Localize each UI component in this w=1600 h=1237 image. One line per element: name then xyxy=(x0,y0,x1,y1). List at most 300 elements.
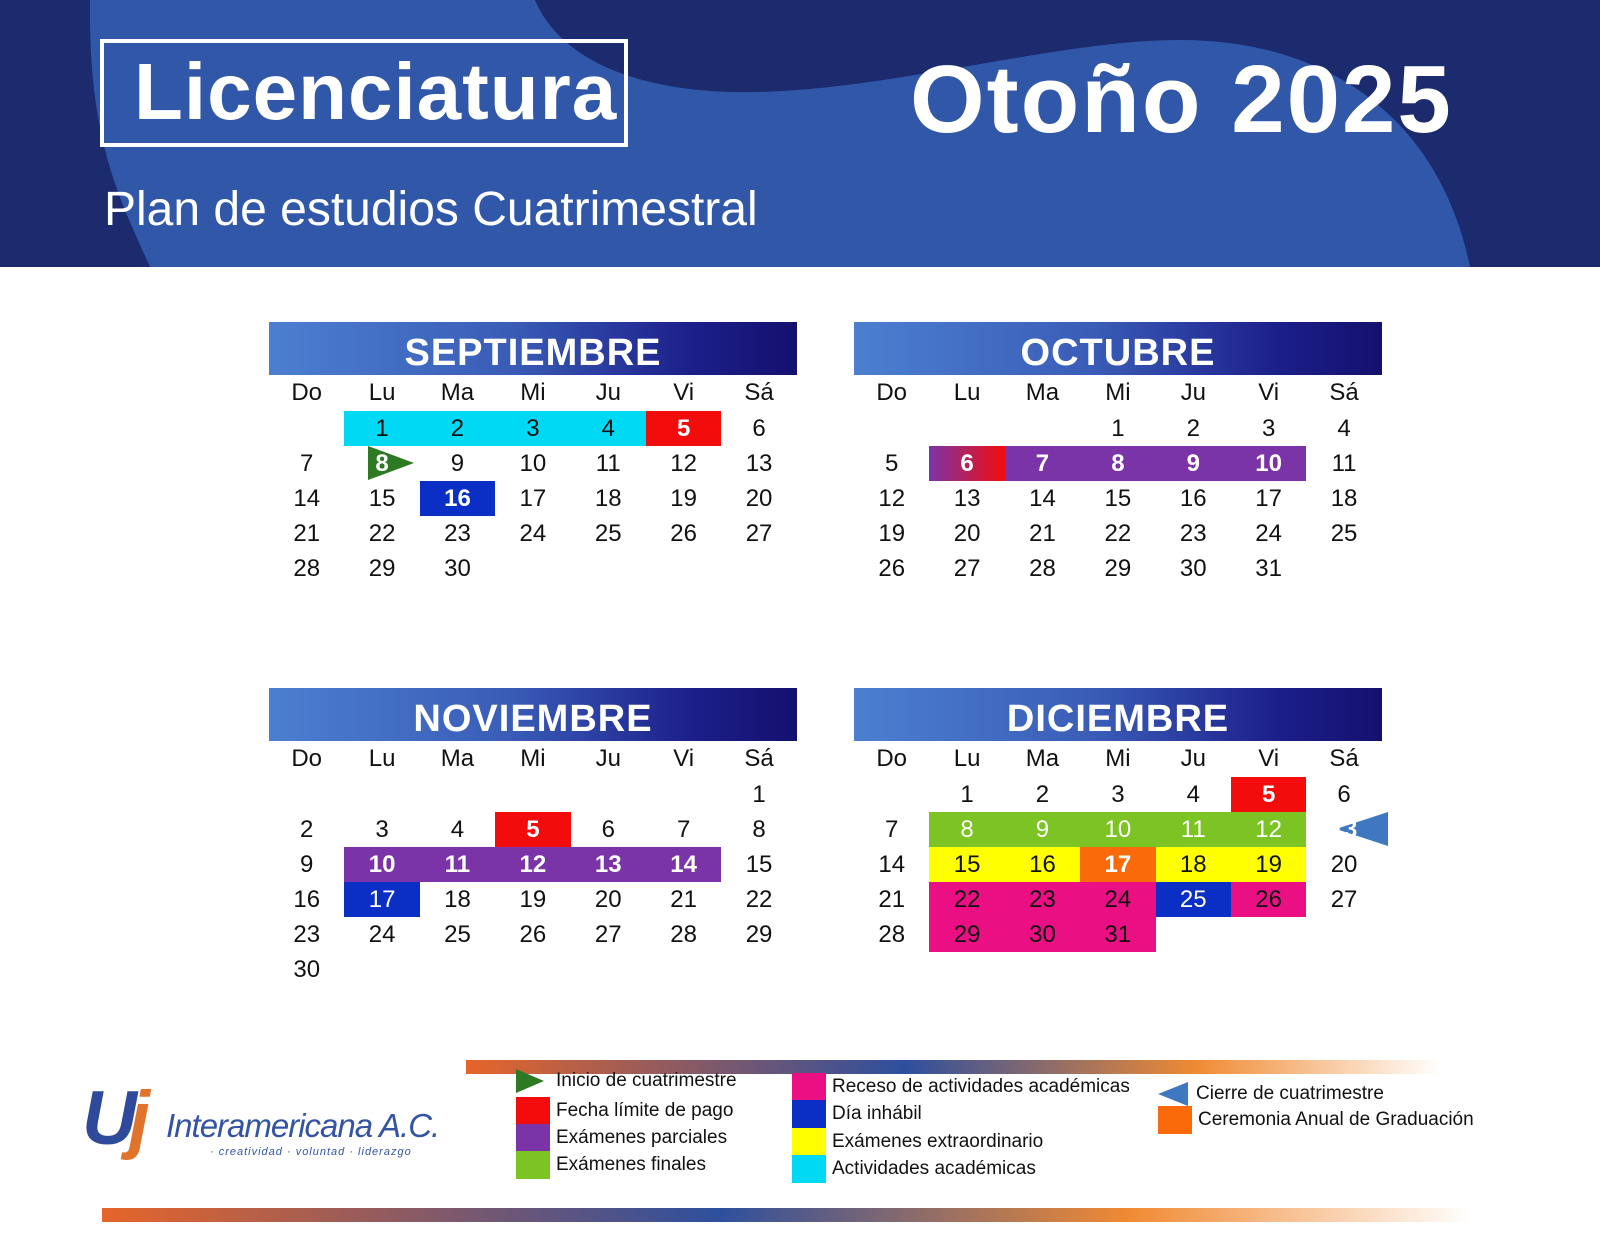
day-cell xyxy=(929,882,1004,917)
day-number: 15 xyxy=(1104,485,1132,512)
day-number: 25 xyxy=(1179,886,1207,913)
day-number: 11 xyxy=(444,851,471,878)
day-number: 13 xyxy=(745,450,773,477)
day-cell xyxy=(344,812,419,847)
day-cell xyxy=(646,516,721,551)
weekday-label: Do xyxy=(291,745,323,772)
day-cell xyxy=(854,446,929,481)
day-cell xyxy=(1005,917,1080,952)
interamericana-logo xyxy=(82,1076,462,1166)
month-september xyxy=(269,322,797,586)
weekday-label: Ma xyxy=(1025,379,1060,406)
day-number: 12 xyxy=(878,485,906,512)
day-cell xyxy=(929,812,1004,847)
day-cell xyxy=(269,917,344,952)
legend-item xyxy=(1158,1080,1384,1108)
legend-swatch xyxy=(792,1155,826,1183)
day-cell xyxy=(1231,812,1306,847)
day-cell xyxy=(1005,847,1080,882)
day-cell xyxy=(1156,882,1231,917)
month-title: NOVIEMBRE xyxy=(269,688,797,741)
weekday-label: Do xyxy=(876,379,908,406)
day-cell xyxy=(571,516,646,551)
day-number: 6 xyxy=(1337,781,1351,808)
day-cell xyxy=(1080,481,1155,516)
day-cell xyxy=(269,551,344,586)
day-cell xyxy=(1080,777,1155,812)
month-title: SEPTIEMBRE xyxy=(269,322,797,375)
month-october xyxy=(854,322,1382,586)
legend-swatch xyxy=(792,1128,826,1156)
day-number: 5 xyxy=(676,415,691,442)
day-number: 4 xyxy=(450,816,465,843)
month-november xyxy=(269,688,797,987)
day-cell xyxy=(1231,411,1306,446)
empty-cell xyxy=(1005,411,1080,446)
day-cell xyxy=(646,847,721,882)
day-cell xyxy=(495,446,570,481)
day-cell xyxy=(495,411,570,446)
weekday-label: Ju xyxy=(1180,745,1206,772)
day-cell xyxy=(1231,516,1306,551)
day-number: 17 xyxy=(368,886,396,913)
day-cell xyxy=(721,516,796,551)
weekday-label: Do xyxy=(876,745,908,772)
day-number: 9 xyxy=(300,851,314,878)
day-number: 23 xyxy=(1029,886,1056,913)
day-number: 22 xyxy=(1104,520,1132,547)
day-cell xyxy=(1080,917,1155,952)
day-number: 9 xyxy=(1186,450,1200,477)
day-number: 13 xyxy=(1330,816,1358,843)
day-cell xyxy=(344,481,419,516)
day-cell xyxy=(1156,411,1231,446)
day-number: 28 xyxy=(878,921,906,948)
day-number: 28 xyxy=(1029,555,1056,582)
day-number: 9 xyxy=(450,450,465,477)
day-number: 11 xyxy=(1331,450,1357,477)
day-number: 25 xyxy=(1330,520,1358,547)
legend-swatch xyxy=(516,1124,550,1152)
day-cell xyxy=(1156,777,1231,812)
empty-cell xyxy=(344,777,419,812)
day-cell xyxy=(929,446,1004,481)
day-number: 12 xyxy=(670,450,697,477)
day-number: 23 xyxy=(444,520,471,547)
weekday-label: Vi xyxy=(673,379,695,406)
day-number: 15 xyxy=(368,485,396,512)
day-number: 13 xyxy=(594,851,622,878)
day-cell xyxy=(721,446,796,481)
day-cell xyxy=(420,411,495,446)
day-number: 16 xyxy=(1179,485,1207,512)
day-number: 1 xyxy=(752,781,766,808)
day-cell xyxy=(571,882,646,917)
day-cell xyxy=(420,917,495,952)
day-cell xyxy=(269,516,344,551)
day-number: 18 xyxy=(1179,851,1207,878)
day-number: 10 xyxy=(1104,816,1132,843)
legend-label: Fecha límite de pago xyxy=(556,1100,734,1121)
day-cell xyxy=(1306,847,1381,882)
day-number: 21 xyxy=(1029,520,1056,547)
weekday-label: Ma xyxy=(1025,745,1060,772)
day-number: 29 xyxy=(745,921,773,948)
day-number: 26 xyxy=(670,520,697,547)
day-number: 11 xyxy=(1180,816,1206,843)
month-grid xyxy=(854,741,1382,952)
day-number: 19 xyxy=(1255,851,1282,878)
day-number: 26 xyxy=(519,921,547,948)
day-number: 19 xyxy=(878,520,906,547)
month-grid xyxy=(269,741,797,987)
day-cell xyxy=(929,847,1004,882)
weekday-label: Mi xyxy=(520,745,546,772)
weekday-label: Mi xyxy=(1105,379,1131,406)
day-cell xyxy=(1156,446,1231,481)
day-number: 7 xyxy=(300,450,314,477)
day-cell xyxy=(1080,882,1155,917)
empty-cell xyxy=(269,777,344,812)
day-cell xyxy=(1005,882,1080,917)
day-cell xyxy=(1080,812,1155,847)
weekday-label: Do xyxy=(291,379,323,406)
day-number: 6 xyxy=(752,415,766,442)
day-number: 24 xyxy=(519,520,547,547)
day-cell xyxy=(854,812,929,847)
legend-label: Actividades académicas xyxy=(832,1158,1036,1179)
day-number: 2 xyxy=(300,816,314,843)
day-number: 9 xyxy=(1035,816,1050,843)
month-grid xyxy=(269,375,797,586)
day-number: 8 xyxy=(375,450,389,477)
day-cell xyxy=(854,551,929,586)
day-cell xyxy=(1306,777,1381,812)
day-cell xyxy=(1231,446,1306,481)
day-cell xyxy=(646,481,721,516)
day-number: 8 xyxy=(960,816,974,843)
empty-cell xyxy=(646,777,721,812)
day-cell xyxy=(721,812,796,847)
day-number: 3 xyxy=(526,415,540,442)
day-cell xyxy=(1231,551,1306,586)
month-december xyxy=(854,688,1382,952)
day-number: 16 xyxy=(293,886,321,913)
legend-item xyxy=(516,1151,706,1179)
day-number: 8 xyxy=(752,816,766,843)
day-number: 3 xyxy=(1111,781,1125,808)
day-number: 5 xyxy=(885,450,899,477)
day-cell xyxy=(420,516,495,551)
legend-label: Receso de actividades académicas xyxy=(832,1076,1130,1097)
day-number: 29 xyxy=(1104,555,1132,582)
weekday-label: Lu xyxy=(368,745,396,772)
day-number: 30 xyxy=(1029,921,1056,948)
day-cell xyxy=(420,847,495,882)
weekday-label: Ma xyxy=(440,745,475,772)
legend-swatch xyxy=(792,1100,826,1128)
empty-cell xyxy=(929,411,1004,446)
day-number: 17 xyxy=(519,485,547,512)
day-cell xyxy=(420,812,495,847)
weekday-label: Ma xyxy=(440,379,475,406)
empty-cell xyxy=(269,411,344,446)
legend-swatch xyxy=(792,1073,826,1101)
day-cell xyxy=(1005,551,1080,586)
day-number: 19 xyxy=(670,485,697,512)
day-cell xyxy=(721,777,796,812)
day-cell xyxy=(420,481,495,516)
day-number: 2 xyxy=(450,415,465,442)
day-cell xyxy=(571,411,646,446)
day-number: 21 xyxy=(878,886,906,913)
header-banner xyxy=(0,0,1600,267)
day-number: 21 xyxy=(670,886,697,913)
day-number: 23 xyxy=(1179,520,1207,547)
day-number: 20 xyxy=(745,485,773,512)
day-number: 29 xyxy=(368,555,396,582)
weekday-label: Ju xyxy=(595,379,621,406)
weekday-label: Mi xyxy=(520,379,546,406)
day-number: 31 xyxy=(1104,921,1132,948)
day-cell xyxy=(571,847,646,882)
weekday-label: Sá xyxy=(744,379,774,406)
day-number: 18 xyxy=(444,886,471,913)
day-cell xyxy=(929,551,1004,586)
day-number: 27 xyxy=(594,921,622,948)
day-cell xyxy=(1306,411,1381,446)
day-number: 11 xyxy=(595,450,621,477)
day-cell xyxy=(929,481,1004,516)
day-number: 24 xyxy=(1255,520,1282,547)
day-number: 31 xyxy=(1255,555,1282,582)
day-cell xyxy=(344,551,419,586)
legend-label: Exámenes finales xyxy=(556,1154,706,1175)
day-cell xyxy=(269,481,344,516)
empty-cell xyxy=(571,777,646,812)
day-cell xyxy=(1156,481,1231,516)
day-number: 20 xyxy=(1330,851,1358,878)
day-number: 12 xyxy=(1255,816,1282,843)
logo-tagline: · creatividad · voluntad · liderazgo xyxy=(210,1146,412,1158)
day-number: 30 xyxy=(293,956,321,983)
day-number: 23 xyxy=(293,921,321,948)
day-number: 26 xyxy=(878,555,906,582)
day-cell xyxy=(854,516,929,551)
weekday-label: Ju xyxy=(1180,379,1206,406)
day-number: 16 xyxy=(444,485,471,512)
legend-swatch xyxy=(516,1097,550,1125)
legend-label: Inicio de cuatrimestre xyxy=(556,1070,737,1091)
day-number: 1 xyxy=(1111,415,1125,442)
day-cell xyxy=(571,446,646,481)
day-number: 30 xyxy=(444,555,471,582)
decorative-stripe-bottom xyxy=(102,1208,1472,1222)
day-number: 2 xyxy=(1186,415,1200,442)
legend-swatch xyxy=(516,1151,550,1179)
legend-label: Ceremonia Anual de Graduación xyxy=(1198,1109,1474,1130)
day-cell xyxy=(1005,777,1080,812)
day-number: 8 xyxy=(1111,450,1125,477)
day-number: 27 xyxy=(1330,886,1358,913)
legend-item xyxy=(516,1124,727,1152)
day-cell xyxy=(1080,551,1155,586)
day-cell xyxy=(571,481,646,516)
day-number: 15 xyxy=(953,851,981,878)
day-cell xyxy=(1156,516,1231,551)
day-cell xyxy=(646,812,721,847)
day-cell xyxy=(344,847,419,882)
day-cell xyxy=(1080,516,1155,551)
day-cell xyxy=(344,516,419,551)
day-number: 7 xyxy=(885,816,899,843)
day-cell xyxy=(646,446,721,481)
day-cell xyxy=(854,481,929,516)
day-number: 18 xyxy=(1330,485,1358,512)
month-grid xyxy=(854,375,1382,586)
reverse-triangle-icon xyxy=(1158,1082,1188,1106)
legend-item xyxy=(516,1097,733,1125)
day-number: 10 xyxy=(519,450,547,477)
day-number: 25 xyxy=(594,520,622,547)
weekday-label: Vi xyxy=(1258,745,1280,772)
day-number: 7 xyxy=(1035,450,1050,477)
legend-item xyxy=(516,1067,737,1095)
day-number: 20 xyxy=(953,520,981,547)
day-cell xyxy=(1005,481,1080,516)
month-title: DICIEMBRE xyxy=(854,688,1382,741)
legend-item xyxy=(1158,1106,1474,1134)
day-number: 24 xyxy=(368,921,396,948)
day-number: 29 xyxy=(953,921,981,948)
day-cell xyxy=(929,917,1004,952)
day-cell xyxy=(1156,847,1231,882)
day-number: 17 xyxy=(1255,485,1282,512)
day-number: 2 xyxy=(1035,781,1050,808)
day-cell xyxy=(854,917,929,952)
day-number: 20 xyxy=(594,886,622,913)
day-number: 14 xyxy=(878,851,906,878)
legend-label: Exámenes parciales xyxy=(556,1127,728,1148)
day-cell xyxy=(1306,446,1381,481)
weekday-label: Sá xyxy=(1329,379,1359,406)
day-cell xyxy=(646,882,721,917)
day-cell xyxy=(1231,847,1306,882)
day-cell xyxy=(344,411,419,446)
day-cell xyxy=(1306,882,1381,917)
day-cell xyxy=(420,551,495,586)
day-cell xyxy=(1005,516,1080,551)
day-number: 19 xyxy=(519,886,547,913)
day-cell xyxy=(721,882,796,917)
day-cell xyxy=(344,882,419,917)
day-number: 10 xyxy=(1255,450,1282,477)
weekday-label: Ju xyxy=(595,745,621,772)
day-cell xyxy=(495,481,570,516)
empty-cell xyxy=(495,777,570,812)
day-cell xyxy=(1306,812,1381,847)
day-cell xyxy=(495,917,570,952)
day-number: 6 xyxy=(960,450,974,477)
day-cell xyxy=(571,812,646,847)
day-number: 16 xyxy=(1029,851,1056,878)
day-cell xyxy=(646,411,721,446)
day-cell xyxy=(269,812,344,847)
legend-label: Día inhábil xyxy=(832,1103,922,1124)
day-cell xyxy=(344,917,419,952)
day-cell xyxy=(420,446,495,481)
day-number: 1 xyxy=(960,781,974,808)
day-number: 22 xyxy=(953,886,981,913)
day-cell xyxy=(1005,812,1080,847)
day-cell xyxy=(646,917,721,952)
day-number: 14 xyxy=(293,485,321,512)
day-number: 17 xyxy=(1104,851,1132,878)
page-subtitle: Plan de estudios Cuatrimestral xyxy=(104,183,758,236)
logo-mark-j: j xyxy=(128,1076,143,1161)
day-number: 15 xyxy=(745,851,773,878)
day-cell xyxy=(1156,812,1231,847)
day-number: 14 xyxy=(670,851,697,878)
day-number: 27 xyxy=(953,555,981,582)
logo-mark-u: U xyxy=(82,1076,129,1161)
day-number: 28 xyxy=(293,555,321,582)
legend-item xyxy=(792,1128,1043,1156)
day-number: 5 xyxy=(1261,781,1276,808)
day-number: 13 xyxy=(953,485,981,512)
day-number: 12 xyxy=(519,851,547,878)
weekday-label: Lu xyxy=(368,379,396,406)
day-cell xyxy=(1005,446,1080,481)
day-cell xyxy=(344,446,419,481)
day-number: 3 xyxy=(375,816,389,843)
empty-cell xyxy=(420,777,495,812)
legend-item xyxy=(792,1100,922,1128)
day-cell xyxy=(495,516,570,551)
day-cell xyxy=(495,812,570,847)
day-cell xyxy=(269,847,344,882)
day-cell xyxy=(929,516,1004,551)
day-cell xyxy=(269,882,344,917)
weekday-label: Lu xyxy=(953,379,981,406)
day-number: 4 xyxy=(601,415,615,442)
day-cell xyxy=(1231,777,1306,812)
day-cell xyxy=(269,952,344,987)
day-cell xyxy=(929,777,1004,812)
day-cell xyxy=(1306,516,1381,551)
day-number: 25 xyxy=(444,921,471,948)
day-number: 26 xyxy=(1255,886,1282,913)
day-number: 28 xyxy=(670,921,697,948)
day-cell xyxy=(854,882,929,917)
day-number: 22 xyxy=(745,886,773,913)
day-cell xyxy=(495,882,570,917)
day-number: 1 xyxy=(375,415,389,442)
weekday-label: Lu xyxy=(953,745,981,772)
day-number: 14 xyxy=(1029,485,1056,512)
day-number: 21 xyxy=(293,520,321,547)
legend-label: Cierre de cuatrimestre xyxy=(1196,1083,1384,1104)
day-cell xyxy=(721,847,796,882)
play-triangle-icon xyxy=(516,1069,544,1093)
day-number: 18 xyxy=(594,485,622,512)
day-number: 22 xyxy=(368,520,396,547)
day-cell xyxy=(1231,481,1306,516)
day-cell xyxy=(854,847,929,882)
logo-name: Interamericana A.C. xyxy=(166,1107,440,1144)
weekday-label: Mi xyxy=(1105,745,1131,772)
legend-swatch xyxy=(1158,1106,1192,1134)
